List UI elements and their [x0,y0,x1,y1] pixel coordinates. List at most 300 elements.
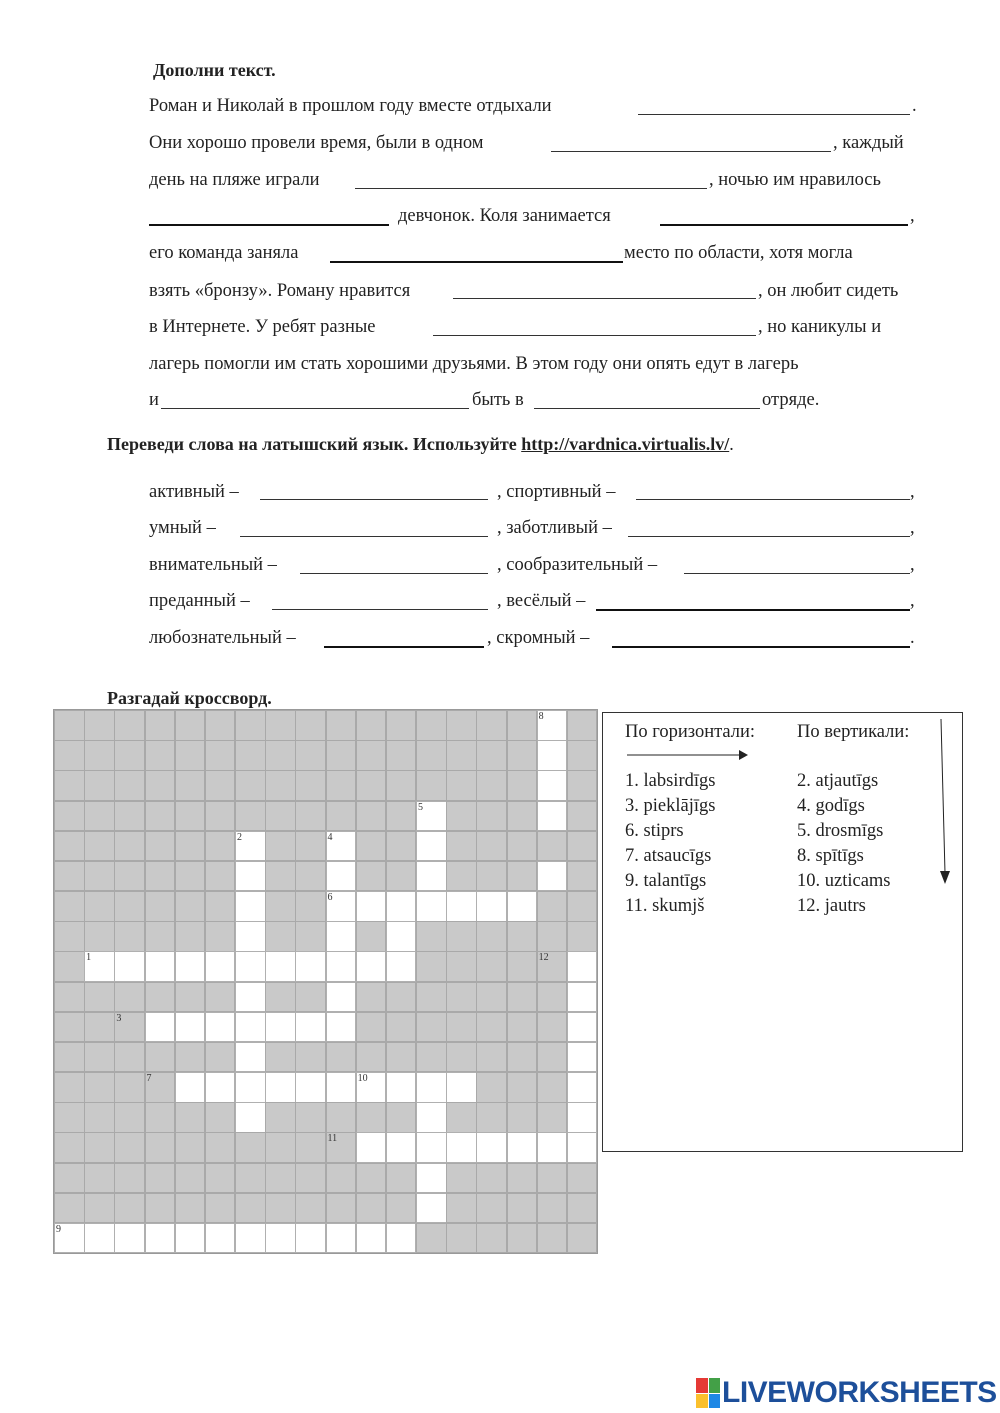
crossword-cell[interactable] [416,891,447,922]
down-clue: 8. spītīgs [797,846,864,866]
crossword-block [416,951,447,982]
crossword-block [205,770,236,801]
text-segment: . [912,96,917,116]
crossword-block [295,982,326,1013]
crossword-block [235,1193,266,1224]
crossword-block [416,921,447,952]
crossword-block [537,1012,568,1043]
crossword-block [84,861,115,892]
word-right: , спортивный – [497,482,616,502]
crossword-block [476,801,507,832]
crossword-cell[interactable] [326,921,357,952]
row-end: , [910,591,915,611]
crossword-cell[interactable] [145,1012,176,1043]
crossword-cell[interactable] [235,861,266,892]
crossword-cell[interactable] [416,1163,447,1194]
crossword-block [416,1042,447,1073]
crossword-block [54,982,85,1013]
word-left: умный – [149,518,216,538]
crossword-block [507,801,538,832]
blank-9[interactable] [161,408,469,409]
crossword-block [84,740,115,771]
word-right: , заботливый – [497,518,612,538]
crossword-block [326,1042,357,1073]
crossword-block [446,951,477,982]
crossword-cell[interactable] [205,1223,236,1254]
crossword-cell[interactable] [326,891,357,922]
crossword-cell[interactable] [175,1072,206,1103]
crossword-block [507,1042,538,1073]
crossword-cell[interactable] [476,1132,507,1163]
crossword-block [507,1223,538,1254]
answer-right-4[interactable] [596,609,910,611]
crossword-block [446,1223,477,1254]
crossword-cell[interactable] [386,1223,417,1254]
crossword-block [356,1163,387,1194]
word-right: , сообразительный – [497,555,658,575]
answer-right-3[interactable] [684,573,910,574]
down-clue: 10. uzticams [797,871,891,891]
crossword-block [326,1102,357,1133]
clue-number: 11 [327,1133,338,1145]
crossword-cell[interactable] [175,1012,206,1043]
crossword-block [567,801,598,832]
answer-left-5[interactable] [324,646,484,648]
crossword-block [476,1072,507,1103]
crossword-block [567,740,598,771]
crossword-block [54,1042,85,1073]
crossword-cell[interactable] [295,951,326,982]
crossword-block [84,1102,115,1133]
crossword-block [205,921,236,952]
text-line-4: девчонок. Коля занимается [398,206,611,226]
crossword-block [265,1132,296,1163]
crossword-cell[interactable] [235,982,266,1013]
crossword-cell[interactable] [235,1042,266,1073]
crossword-block [326,1193,357,1224]
crossword-cell[interactable] [84,1223,115,1254]
crossword-block [205,710,236,741]
crossword-cell[interactable] [295,1223,326,1254]
crossword-block [145,801,176,832]
crossword-cell[interactable] [416,831,447,862]
crossword-block [295,921,326,952]
crossword-block [265,770,296,801]
crossword-block [295,1102,326,1133]
crossword-block [537,921,568,952]
section-title-complete-text: Дополни текст. [153,60,276,80]
crossword-cell[interactable] [235,831,266,862]
crossword-cell[interactable] [537,801,568,832]
crossword-block [295,861,326,892]
crossword-cell[interactable] [356,1223,387,1254]
crossword-block [114,740,145,771]
crossword-block [265,921,296,952]
crossword-cell[interactable] [326,982,357,1013]
crossword-block [476,1193,507,1224]
text-segment: , каждый [833,133,904,153]
crossword-cell[interactable] [356,1072,387,1103]
across-clue: 9. talantīgs [625,871,707,891]
crossword-cell[interactable] [386,951,417,982]
crossword-block [446,921,477,952]
crossword-block [567,770,598,801]
crossword-cell[interactable] [537,861,568,892]
title-end: . [729,434,734,454]
crossword-block [145,1193,176,1224]
crossword-block [54,770,85,801]
crossword-block [235,1132,266,1163]
crossword-block [84,1193,115,1224]
crossword-cell[interactable] [235,921,266,952]
crossword-block [567,1193,598,1224]
blank-5[interactable] [660,224,908,226]
crossword-block [416,1223,447,1254]
crossword-block [145,861,176,892]
crossword-block [265,891,296,922]
crossword-cell[interactable] [326,1072,357,1103]
crossword-block [326,740,357,771]
crossword-cell[interactable] [567,951,598,982]
crossword-block [295,710,326,741]
crossword-block [175,982,206,1013]
crossword-cell[interactable] [84,951,115,982]
crossword-block [326,770,357,801]
crossword-block [265,861,296,892]
crossword-block [386,1042,417,1073]
crossword-cell[interactable] [537,740,568,771]
crossword-block [145,710,176,741]
crossword-block [446,861,477,892]
crossword-cell[interactable] [567,1042,598,1073]
logo-text: LIVEWORKSHEETS [722,1376,997,1409]
crossword-cell[interactable] [416,801,447,832]
crossword-block [205,1132,236,1163]
crossword-block [205,982,236,1013]
crossword-block [54,861,85,892]
logo-square [709,1394,721,1409]
logo-square [696,1394,708,1409]
crossword-block [265,982,296,1013]
crossword-cell[interactable] [54,1223,85,1254]
crossword-block [416,740,447,771]
crossword-cell[interactable] [356,951,387,982]
crossword-block [446,770,477,801]
crossword-block [84,801,115,832]
crossword-cell[interactable] [235,1102,266,1133]
crossword-cell[interactable] [326,1012,357,1043]
crossword-cell[interactable] [326,861,357,892]
answer-left-4[interactable] [272,609,488,610]
crossword-cell[interactable] [567,1072,598,1103]
word-right: , скромный – [487,628,590,648]
down-clue: 4. godīgs [797,796,865,816]
crossword-cell[interactable] [567,1012,598,1043]
text-line-9: и [149,390,159,410]
crossword-block [205,831,236,862]
text-segment: , он любит сидеть [758,281,899,301]
crossword-cell[interactable] [537,770,568,801]
crossword-block [114,831,145,862]
crossword-block [84,831,115,862]
row-end: . [910,628,915,648]
crossword-cell[interactable] [235,1012,266,1043]
crossword-block [507,1193,538,1224]
crossword-block [54,1102,85,1133]
crossword-block [54,740,85,771]
crossword-cell[interactable] [265,1223,296,1254]
crossword-block [537,982,568,1013]
crossword-block [235,740,266,771]
blank-2[interactable] [551,151,831,152]
crossword-block [326,1163,357,1194]
crossword-cell[interactable] [537,1132,568,1163]
crossword-cell[interactable] [386,1072,417,1103]
answer-right-2[interactable] [628,536,910,537]
crossword-block [145,1042,176,1073]
crossword-block [386,1193,417,1224]
across-clue: 3. pieklājīgs [625,796,716,816]
crossword-block [567,710,598,741]
crossword-block [507,770,538,801]
crossword-cell[interactable] [145,951,176,982]
crossword-block [114,1163,145,1194]
logo-square [709,1378,721,1393]
crossword-block [537,1042,568,1073]
crossword-cell[interactable] [205,1012,236,1043]
crossword-block [507,1072,538,1103]
crossword-cell[interactable] [265,951,296,982]
crossword-cell[interactable] [205,1072,236,1103]
crossword-cell[interactable] [175,951,206,982]
answer-right-1[interactable] [636,499,910,500]
crossword-block [175,710,206,741]
across-heading: По горизонтали: [625,722,756,742]
crossword-cell[interactable] [446,1132,477,1163]
crossword-block [205,891,236,922]
crossword-cell[interactable] [175,1223,206,1254]
crossword-block [446,1102,477,1133]
crossword-block [114,801,145,832]
crossword-cell[interactable] [386,921,417,952]
crossword-block [265,801,296,832]
crossword-block [446,1042,477,1073]
dictionary-link[interactable]: http://vardnica.virtualis.lv/ [521,434,730,454]
crossword-block [175,1163,206,1194]
crossword-cell[interactable] [446,1072,477,1103]
crossword-block [54,891,85,922]
crossword-block [537,1223,568,1254]
crossword-block [507,1012,538,1043]
crossword-cell[interactable] [567,1132,598,1163]
crossword-block [446,831,477,862]
crossword-block [537,1193,568,1224]
crossword-cell[interactable] [507,891,538,922]
crossword-block [54,951,85,982]
crossword-block [386,1102,417,1133]
crossword-block [295,1042,326,1073]
crossword-block [54,801,85,832]
crossword-block [235,1163,266,1194]
crossword-block [476,982,507,1013]
across-clue: 7. atsaucīgs [625,846,712,866]
clue-number: 2 [237,831,242,843]
answer-left-1[interactable] [260,499,488,500]
crossword-cell[interactable] [537,710,568,741]
down-clue: 2. atjautīgs [797,771,879,791]
clue-number: 6 [327,892,333,903]
crossword-block [476,1163,507,1194]
crossword-block [507,982,538,1013]
answer-right-5[interactable] [612,646,910,648]
liveworksheets-logo [696,1376,997,1410]
crossword-block [416,1012,447,1043]
word-right: , весёлый – [497,591,586,611]
crossword-block [446,1163,477,1194]
crossword-block [84,1012,115,1043]
crossword-block [175,1193,206,1224]
crossword-cell[interactable] [567,982,598,1013]
crossword-cell[interactable] [235,951,266,982]
crossword-cell[interactable] [416,1072,447,1103]
crossword-block [145,740,176,771]
answer-left-3[interactable] [300,573,488,574]
text-segment: , ночью им нравилось [709,170,881,190]
blank-4[interactable] [149,224,389,226]
crossword-block [175,891,206,922]
crossword-block [567,831,598,862]
crossword-cell[interactable] [386,891,417,922]
crossword-block [175,1102,206,1133]
crossword-block [537,1072,568,1103]
crossword-cell[interactable] [446,891,477,922]
clue-number: 9 [56,1223,61,1235]
crossword-block [205,1193,236,1224]
crossword-block [235,801,266,832]
crossword-cell[interactable] [507,1132,538,1163]
blank-7[interactable] [453,298,756,299]
crossword-block [446,1193,477,1224]
crossword-block [507,861,538,892]
crossword-block [54,1072,85,1103]
crossword-cell[interactable] [356,891,387,922]
crossword-cell[interactable] [265,1012,296,1043]
crossword-block [507,1102,538,1133]
blank-6[interactable] [330,261,623,263]
crossword-block [446,710,477,741]
text-line-8: лагерь помогли им стать хорошими друзьями. В этом году они опять едут в лагерь [149,354,799,374]
crossword-block [356,921,387,952]
crossword-block [175,831,206,862]
crossword-block [54,921,85,952]
down-clue: 12. jautrs [797,896,866,916]
word-left: любознательный – [149,628,296,648]
translate-instruction: Переведи слова на латышский язык. Используйте [107,434,517,454]
crossword-block [356,982,387,1013]
crossword-block [476,1012,507,1043]
crossword-block [476,740,507,771]
crossword-block [476,1223,507,1254]
crossword-cell[interactable] [145,1223,176,1254]
crossword-block [175,861,206,892]
crossword-cell[interactable] [235,1072,266,1103]
crossword-block [507,921,538,952]
row-end: , [910,518,915,538]
clue-number: 3 [116,1012,122,1024]
crossword-cell[interactable] [235,891,266,922]
crossword-block [175,1132,206,1163]
blank-8[interactable] [433,335,756,336]
across-clue: 1. labsirdīgs [625,771,716,791]
crossword-cell[interactable] [416,1132,447,1163]
text-line-6: взять «бронзу». Роману нравится [149,281,411,301]
crossword-cell[interactable] [567,1102,598,1133]
blank-10[interactable] [534,408,760,409]
crossword-cell[interactable] [265,1072,296,1103]
crossword-cell[interactable] [114,1223,145,1254]
crossword-block [205,801,236,832]
crossword-block [84,921,115,952]
logo-mark-icon [696,1378,720,1408]
crossword-block [356,861,387,892]
text-segment: , но каникулы и [758,317,882,337]
crossword-cell[interactable] [386,1132,417,1163]
crossword-block [145,1132,176,1163]
crossword-block [175,1042,206,1073]
crossword-cell[interactable] [476,891,507,922]
crossword-block [295,801,326,832]
crossword-block [295,770,326,801]
crossword-cell[interactable] [326,831,357,862]
crossword-block [446,1012,477,1043]
crossword-block [84,982,115,1013]
crossword-block [567,891,598,922]
row-end: , [910,482,915,502]
text-segment: Роман и Николай в прошлом году вместе отдыхали [149,96,552,116]
crossword-block [386,801,417,832]
clue-number: 8 [538,711,544,722]
crossword-block [84,1132,115,1163]
crossword-cell[interactable] [326,1223,357,1254]
crossword-block [567,1163,598,1194]
answer-left-2[interactable] [240,536,488,537]
crossword-cell[interactable] [356,1132,387,1163]
clue-number: 10 [357,1073,368,1084]
crossword-cell[interactable] [295,1012,326,1043]
blank-1[interactable] [638,114,910,115]
crossword-cell[interactable] [205,951,236,982]
crossword-cell[interactable] [295,1072,326,1103]
crossword-block [537,1102,568,1133]
crossword-cell[interactable] [416,1193,447,1224]
text-line-3: день на пляже играли [149,170,320,190]
crossword-block [476,951,507,982]
crossword-cell[interactable] [114,951,145,982]
crossword-block [386,710,417,741]
crossword-cell[interactable] [416,861,447,892]
word-left: преданный – [149,591,250,611]
blank-3[interactable] [355,188,707,189]
crossword-cell[interactable] [416,1102,447,1133]
crossword-block [476,831,507,862]
crossword-block [54,1012,85,1043]
crossword-block [114,710,145,741]
clue-number: 5 [418,801,423,813]
crossword-block [205,861,236,892]
crossword-cell[interactable] [326,951,357,982]
crossword-block [476,861,507,892]
crossword-cell[interactable] [235,1223,266,1254]
